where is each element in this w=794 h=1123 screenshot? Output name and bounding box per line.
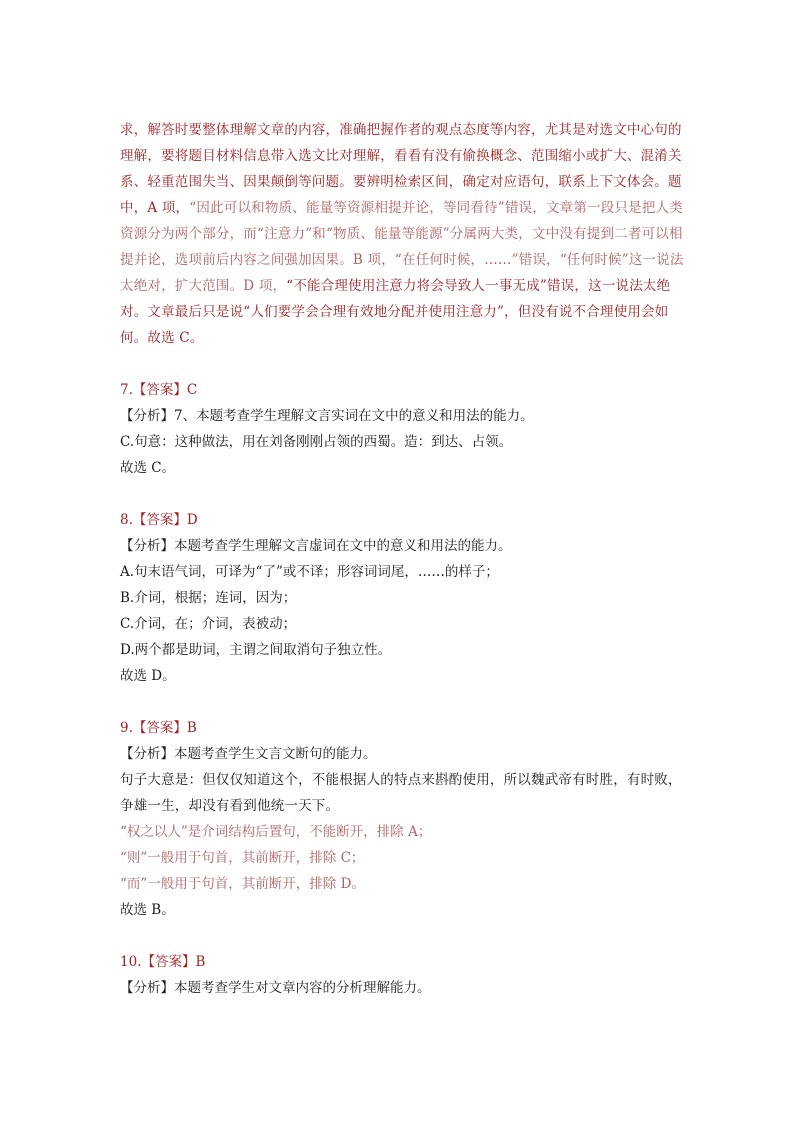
q8-answer: 8.【答案】D [120, 512, 198, 528]
q8-line-1: A.句末语气词，可译为“了”或不译；形容词词尾，……的样子； [120, 564, 499, 580]
q7-line-2: 故选 C。 [120, 460, 176, 476]
intro-text-3: “在任何时候，……”错误，“任何时候”这一说法太绝对，扩大范围。D 项， [120, 252, 684, 294]
intro-text-4: “不能合理使用注意力将会导致人一事无成”错误，这一说法太绝对。文章最后只是说“人们要学会合理有效地分配并使用注意力”，但没有说不合理使用会如何。故选 C。 [120, 278, 671, 346]
intro-text-2: “因此可以和物质、能量等资源相提并论，等同看待”错误，文章第一段只是把人类资源分为两个部分，而“注意力”和“物质、能量等能源”分属两大类，文中没有提到二者可以相提并论，选项前后内容之间强加因果。B 项， [120, 200, 683, 268]
q9-line-1: “权之以人”是介词结构后置句，不能断开，排除 A； [120, 824, 432, 840]
q8-line-4: D.两个都是助词，主谓之间取消句子独立性。 [120, 642, 392, 658]
q7-answer: 7.【答案】C [120, 382, 198, 398]
q9-meaning: 句子大意是：但仅仅知道这个，不能根据人的特点来斟酌使用，所以魏武帝有时胜，有时败，争雄一生，却没有看到他统一天下。 [120, 772, 682, 814]
q9-answer: 9.【答案】B [120, 720, 197, 736]
q7-analysis: 【分析】7、本题考查学生理解文言实词在文中的意义和用法的能力。 [120, 408, 534, 424]
q10-answer: 10.【答案】B [120, 954, 206, 970]
q9-line-4: 故选 B。 [120, 902, 175, 918]
q10-analysis: 【分析】本题考查学生对文章内容的分析理解能力。 [120, 980, 431, 996]
q8-line-5: 故选 D。 [120, 668, 176, 684]
intro-text-1: 求，解答时要整体理解文章的内容，准确把握作者的观点态度等内容，尤其是对选文中心句的理解，要将题目材料信息带入选文比对理解，看看有没有偷换概念、范围缩小或扩大、混淆关系、轻重范围失当、因果颠倒等问题。要辨明检索区间，确定对应语句，联系上下文体会。题中，A 项， [120, 122, 682, 216]
q9-line-2: “则”一般用于句首，其前断开，排除 C； [120, 850, 365, 866]
q9-line-3: “而”一般用于句首，其前断开，排除 D。 [120, 876, 365, 892]
q8-analysis: 【分析】本题考查学生理解文言虚词在文中的意义和用法的能力。 [120, 538, 512, 554]
intro-paragraph [120, 117, 692, 351]
q8-line-3: C.介词，在；介词，表被动； [120, 616, 297, 632]
q7-line-1: C.句意：这种做法，用在刘备刚刚占领的西蜀。造：到达、占领。 [120, 434, 513, 450]
document-page [120, 117, 692, 1001]
q8-line-2: B.介词，根据；连词，因为； [120, 590, 297, 606]
q9-analysis: 【分析】本题考查学生文言文断句的能力。 [120, 746, 377, 762]
